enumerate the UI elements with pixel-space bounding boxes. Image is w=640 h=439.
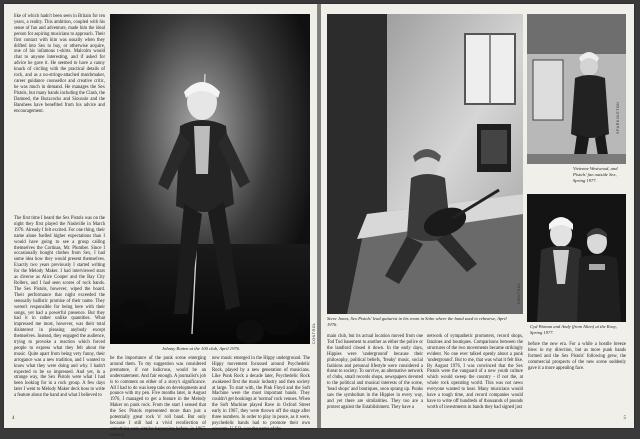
right-col1-text: main club, but its actual location moved from one Tod Tod basement to another as either the police or the landlord closed it down. In the early days, Hippies were 'underground' because their philosophy, political beliefs, 'freaky' music, social fashions and personal lifestyle were considered a threat to society. To survive, an alternative network of clubs, small records shops, newspapers devoted to the political and musical interests of the scene, 'head shops' and boutiques, soon sprang up. Punks saw the symbolism in the Hippies in every way, and yet there are similarities. They too are a protest against the Establishment. They have a	[327, 334, 423, 410]
shop-photo	[527, 14, 626, 164]
johnny-rotten-photo-image	[110, 14, 310, 344]
johnny-rotten-photo	[110, 14, 310, 344]
shop-photo-caption: Vivienne Westwood, and Pistols' fan outside Sex, Spring 1977.	[573, 166, 618, 183]
steve-jones-caption: Steve Jones, Sex Pistols' lead guitarist in his room in Soho where the band used to rehearse, April 1976.	[327, 316, 507, 327]
roxy-photo	[527, 194, 626, 322]
left-col1-top-text: like of which hadn't been seen in Britain for ten years, a reality. This ambition, coupled with his sense of fun and adventure, made him the ideal person for aspiring musicians to approach. Their first contact with him was usually when they drifted into Sex to buy, or otherwise acquire, one of his infamous t-shirts. Malcolm would chat to anyone interesting, and if asked for advice he gave it. He seemed to have a canny knack of circling with the practical details of rock, and as a no-strings-attached matchmaker, career guidance counsellor and creative critic, he was much in demand. He manages the Sex Pistols, but many bands including the Clash, the Damned, the Buzzcocks and Siouxsie and the Banshees have benefited from his advice and encouragement.	[14, 14, 105, 114]
shop-photo-credit: SPARKINGTON	[616, 101, 620, 134]
left-col1-bottom-text: The first time I heard the Sex Pistols was on the night they first played the Nashville in March 1976. Already I felt excited. For one thing, their name alone fuelled higher expectations than I would have going to see a group calling themselves the Cortinas, Mr. Plumber. Since I occasionally bought clothes from Sex, I had some idea how they would present themselves. Exactly two years previously I started writing for the Melody Maker. I had interviewed stars as diverse as Alice Cooper and the Bay City Rollers, and I had seen scores of rock bands. The Sex Pistols, however, wiped the board. Their performance that night exceeded the sensually ballistic promise of their name. They weren't responsible for being here with their songs, yet had a powerful presence. But they had it in rather unlike quantities. What impressed me most, however, was their total disinterest in pleasing anybody except themselves. Instead, they engaged the audience, trying to provoke a reaction which forced people to express what they felt about the music. Quite apart from being very funny, their arrogance was a new tradition, and I wanted to know what they were doing and why. I hadn't expected to be so impressed. And yet, in a strange way, the Sex Pistols were what I had been looking for in a rock group. A few days later I went to Melody Maker deck boss to write a feature about the band and what I believed to	[14, 216, 105, 399]
johnny-rotten-credit: CONTROL	[312, 322, 316, 344]
steve-jones-photo	[327, 14, 523, 314]
johnny-rotten-caption: Johnny Rotten at the 100 club, April 1976.	[162, 346, 241, 351]
left-col2-bottom-text: be the importance of the punk scene emerging around them. To my suggestion was considered premature, if not ludicrous, would be an understatement. And fair enough. A journalist's job is to comment on either of a story's significance. All I had to do was keep tabs on developments and pounce with my pen. Five months later, in August 1976, I managed to get a feature in the Melody Maker on punk rock. From the start I sensed that the Sex Pistols represented more than just a potentially great rock 'n' roll band. But only because I still had a vivid recollection of something very similar happening before, in 1967, when a	[110, 356, 206, 438]
steve-jones-photo-image	[327, 14, 523, 314]
shop-photo-image	[527, 14, 626, 164]
right-col3-text: before the new era. For a while a hostile breeze blew in my direction, but as more punk bands formed and the Sex Pistols' following grew, the commercial prospects of the new scene suddenly gave it a more appealing face.	[528, 342, 626, 371]
right-col2-text: network of sympathetic promoters, record shops, fanzines and boutiques. Comparisons between the structures of the two movements became strikingly evident. No one ever talked openly about a punk 'underground'. But to me, that was what it felt like. By August 1976, I was convinced that the Sex Pistols were the vanguard of a new youth culture which would sweep the country - if not the, at whole rock operating world. This was not news everyone wanted to hear. Many musicians would have a tough time, and record companies would have to write off hundreds of thousands of pounds worth of investments in bands they had signed just	[427, 334, 523, 410]
left-col3-bottom-text: new music emerged in the Hippy underground. The Hippy movement focussed around Psychedelic Rock, played by a new generation of musicians. Like Punk Rock a decade later, Psychedelic Rock awakened first the music industry and then society at large. To start with, the Pink Floyd and the Soft Machine were the most important bands. They couldn't get bookings at 'normal' rock venues. When the Soft Machine played Rave in Oxford Street early in 1967, they were thrown off the stage after three numbers. In order to play in peace, as it were, psychedelic bands had to promote their own concerts. U.F.O. was the name of the	[212, 356, 310, 432]
roxy-photo-caption: Cyd Woman and Andy (from Alien) at the Roxy, Spring 1977.	[530, 324, 617, 335]
roxy-photo-image	[527, 194, 626, 322]
steve-jones-credit: CONTROL	[517, 282, 521, 304]
right-page	[321, 4, 634, 428]
left-page	[4, 4, 317, 438]
right-page-number: 5	[623, 416, 626, 421]
left-page-number: 4	[12, 416, 15, 421]
